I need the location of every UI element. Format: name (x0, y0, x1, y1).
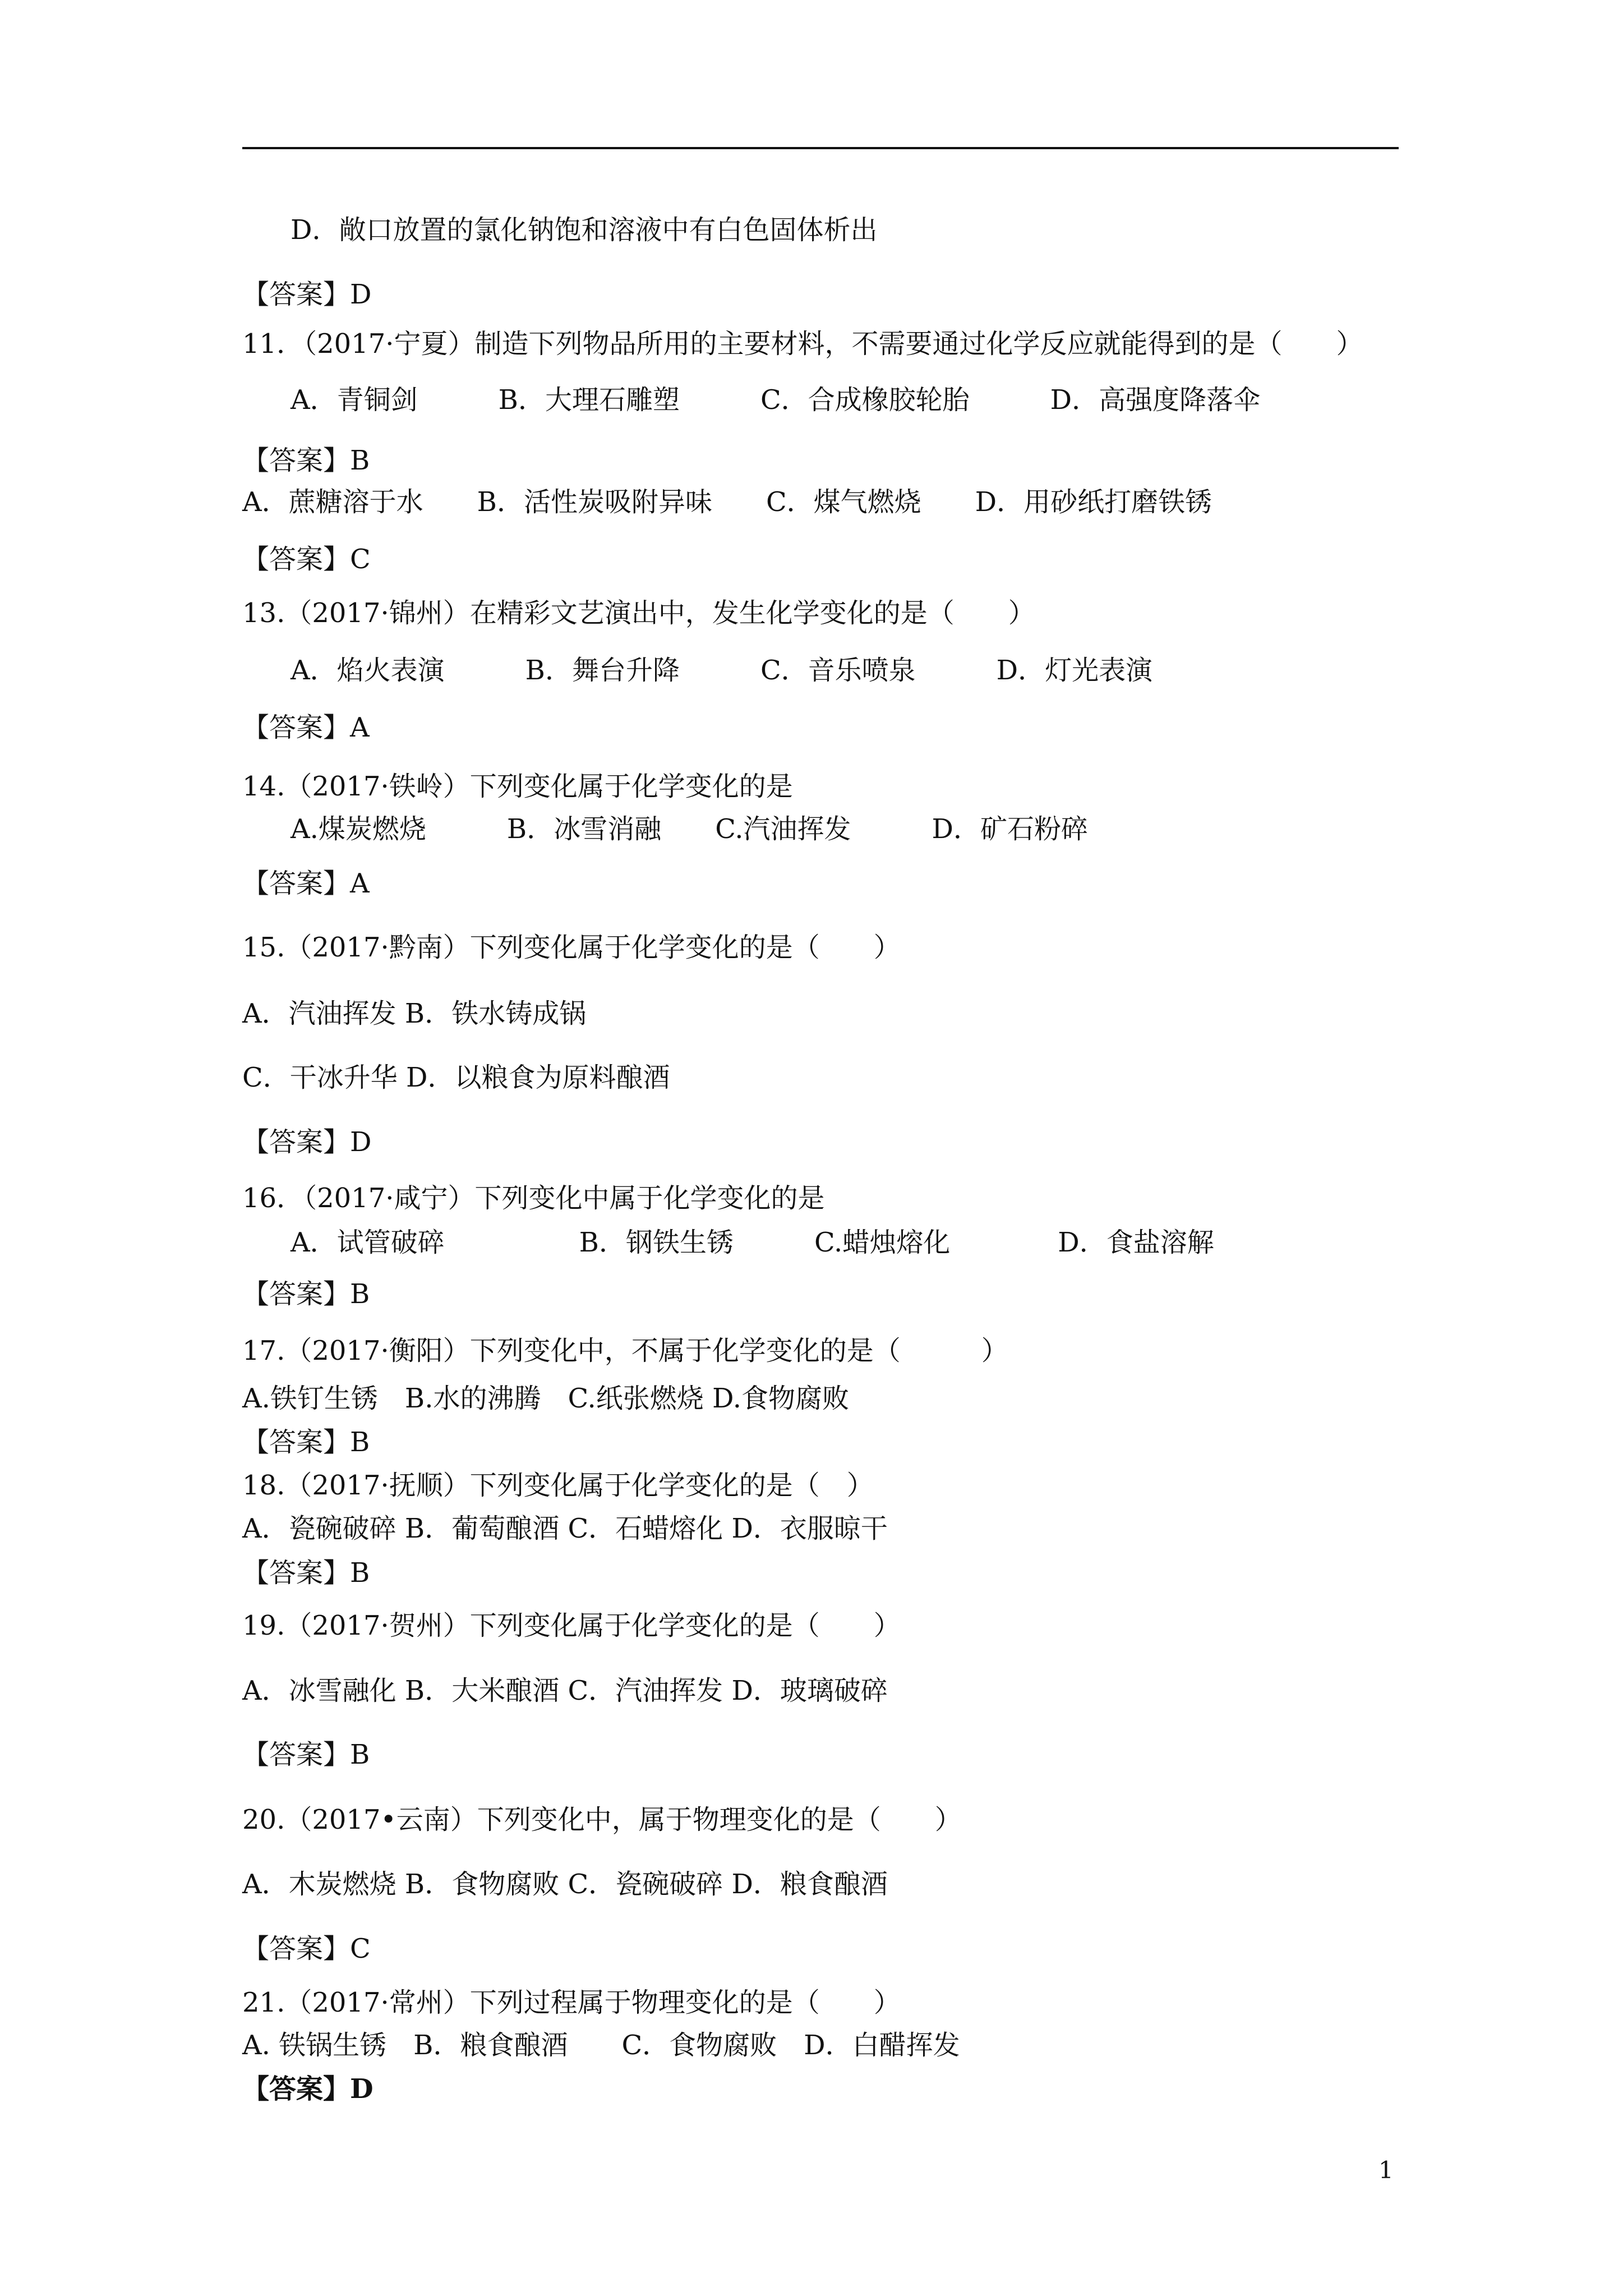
question-16: 16．（2017·咸宁）下列变化中属于化学变化的是 (242, 1182, 825, 1214)
answer-12: 【答案】C (242, 544, 371, 575)
option-line-d-10: D．敞口放置的氯化钠饱和溶液中有白色固体析出 (291, 214, 878, 246)
options-17: A.铁钉生锈 B.水的沸腾 C.纸张燃烧 D.食物腐败 (242, 1383, 850, 1414)
options-15-ab: A．汽油挥发 B．铁水铸成锅 (242, 998, 587, 1029)
options-16: A．试管破碎 B．钢铁生锈 C.蜡烛熔化 D．食盐溶解 (291, 1227, 1214, 1258)
question-21: 21.（2017·常州）下列过程属于物理变化的是（ ） (242, 1987, 901, 2018)
answer-11: 【答案】B (242, 445, 370, 476)
question-11: 11．（2017·宁夏）制造下列物品所用的主要材料，不需要通过化学反应就能得到的是（ ） (242, 328, 1363, 360)
options-21: A. 铁锅生锈 B．粮食酿酒 C．食物腐败 D．白醋挥发 (242, 2030, 960, 2061)
answer-14: 【答案】A (242, 868, 370, 899)
options-11: A．青铜剑 B．大理石雕塑 C．合成橡胶轮胎 D．高强度降落伞 (291, 384, 1261, 416)
question-19: 19.（2017·贺州）下列变化属于化学变化的是（ ） (242, 1610, 901, 1641)
answer-15: 【答案】D (242, 1126, 372, 1158)
answer-18: 【答案】B (242, 1557, 370, 1589)
answer-13: 【答案】A (242, 712, 370, 743)
answer-21: 【答案】D (242, 2073, 374, 2105)
options-12: A．蔗糖溶于水 B．活性炭吸附异味 C．煤气燃烧 D．用砂纸打磨铁锈 (242, 486, 1212, 518)
options-18: A．瓷碗破碎 B．葡萄酿酒 C．石蜡熔化 D．衣服晾干 (242, 1513, 888, 1544)
answer-10: 【答案】D (242, 279, 372, 310)
question-20: 20.（2017•云南）下列变化中，属于物理变化的是（ ） (242, 1804, 962, 1835)
answer-17: 【答案】B (242, 1427, 370, 1458)
question-14: 14.（2017·铁岭）下列变化属于化学变化的是 (242, 771, 793, 802)
answer-19: 【答案】B (242, 1739, 370, 1770)
options-20: A．木炭燃烧 B．食物腐败 C．瓷碗破碎 D．粮食酿酒 (242, 1869, 888, 1900)
answer-20: 【答案】C (242, 1933, 371, 1964)
page-number: 1 (1378, 2156, 1394, 2184)
options-15-cd: C．干冰升华 D．以粮食为原料酿酒 (242, 1062, 670, 1093)
options-14: A.煤炭燃烧 B．冰雪消融 C.汽油挥发 D．矿石粉碎 (291, 813, 1088, 845)
question-15: 15.（2017·黔南）下列变化属于化学变化的是（ ） (242, 932, 901, 963)
question-17: 17.（2017·衡阳）下列变化中，不属于化学变化的是（ ） (242, 1335, 1008, 1366)
answer-16: 【答案】B (242, 1278, 370, 1310)
options-13: A．焰火表演 B．舞台升降 C．音乐喷泉 D．灯光表演 (291, 655, 1153, 686)
options-19: A．冰雪融化 B．大米酿酒 C．汽油挥发 D．玻璃破碎 (242, 1675, 888, 1706)
question-13: 13.（2017·锦州）在精彩文艺演出中，发生化学变化的是（ ） (242, 597, 1035, 629)
question-18: 18.（2017·抚顺）下列变化属于化学变化的是（ ） (242, 1470, 874, 1501)
header-rule (242, 147, 1399, 149)
